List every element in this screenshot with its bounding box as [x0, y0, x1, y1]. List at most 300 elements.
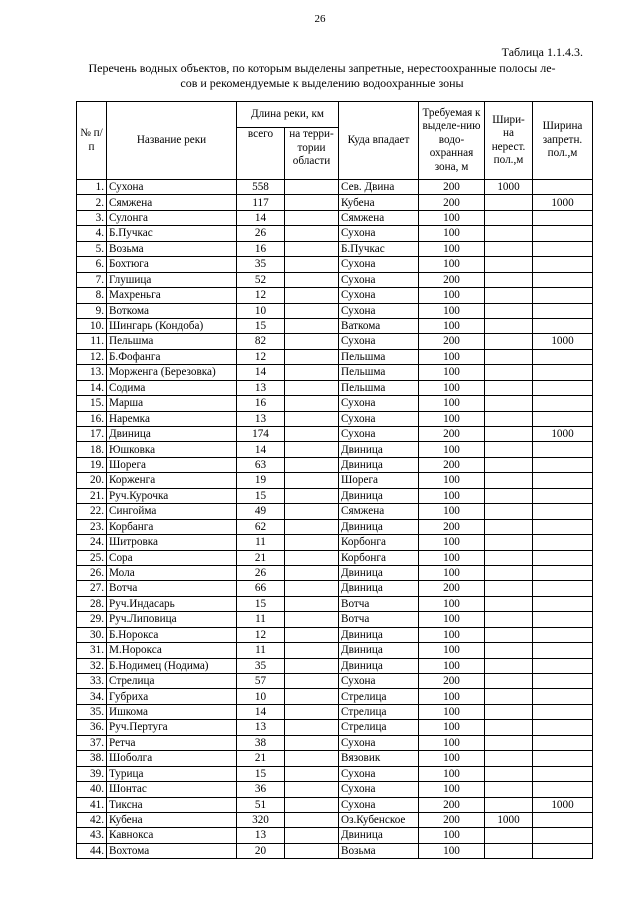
cell-nerest [485, 195, 533, 210]
table-row [77, 488, 593, 503]
cell-zapr [533, 380, 593, 395]
cell-num: 29. [77, 612, 107, 627]
cell-length-region [285, 565, 339, 580]
cell-inflow: Сухона [339, 303, 419, 318]
cell-num: 3. [77, 210, 107, 225]
cell-zapr [533, 257, 593, 272]
cell-length-total: 52 [237, 272, 285, 287]
cell-num: 26. [77, 565, 107, 580]
table-row [77, 504, 593, 519]
cell-length-total: 51 [237, 797, 285, 812]
cell-inflow: Вязовик [339, 751, 419, 766]
cell-length-total: 11 [237, 643, 285, 658]
cell-zone: 100 [419, 565, 485, 580]
cell-length-region [285, 720, 339, 735]
cell-length-region [285, 735, 339, 750]
table-row [77, 303, 593, 318]
cell-length-region [285, 272, 339, 287]
cell-length-total: 82 [237, 334, 285, 349]
cell-inflow: Сямжена [339, 504, 419, 519]
cell-length-region [285, 704, 339, 719]
cell-length-region [285, 365, 339, 380]
cell-zapr [533, 303, 593, 318]
cell-num: 42. [77, 812, 107, 827]
cell-zone: 100 [419, 751, 485, 766]
cell-zapr [533, 735, 593, 750]
cell-zapr [533, 488, 593, 503]
cell-num: 43. [77, 828, 107, 843]
cell-zapr [533, 627, 593, 642]
cell-nerest [485, 658, 533, 673]
cell-zone: 100 [419, 396, 485, 411]
cell-inflow: Двиница [339, 442, 419, 457]
cell-num: 25. [77, 550, 107, 565]
cell-zapr [533, 704, 593, 719]
cell-nerest [485, 226, 533, 241]
cell-length-region [285, 195, 339, 210]
cell-length-total: 15 [237, 488, 285, 503]
cell-length-region [285, 504, 339, 519]
cell-zone: 200 [419, 427, 485, 442]
cell-length-region [285, 349, 339, 364]
cell-num: 34. [77, 689, 107, 704]
cell-zone: 200 [419, 272, 485, 287]
table-row [77, 658, 593, 673]
table-row [77, 411, 593, 426]
cell-zapr [533, 782, 593, 797]
cell-zone: 100 [419, 627, 485, 642]
cell-name: Руч.Пертуга [107, 720, 237, 735]
cell-nerest [485, 581, 533, 596]
cell-inflow: Кубена [339, 195, 419, 210]
cell-name: Турица [107, 766, 237, 781]
cell-num: 7. [77, 272, 107, 287]
cell-zapr [533, 843, 593, 858]
cell-name: Воткома [107, 303, 237, 318]
cell-nerest [485, 519, 533, 534]
cell-num: 4. [77, 226, 107, 241]
cell-zone: 100 [419, 735, 485, 750]
cell-name: Сингойма [107, 504, 237, 519]
cell-inflow: Ваткома [339, 318, 419, 333]
cell-name: Сулонга [107, 210, 237, 225]
cell-length-total: 62 [237, 519, 285, 534]
cell-length-total: 36 [237, 782, 285, 797]
cell-zapr [533, 272, 593, 287]
cell-inflow: Сухона [339, 257, 419, 272]
cell-inflow: Сямжена [339, 210, 419, 225]
cell-num: 28. [77, 596, 107, 611]
cell-inflow: Сухона [339, 797, 419, 812]
cell-zone: 200 [419, 457, 485, 472]
table-row [77, 535, 593, 550]
cell-zone: 200 [419, 812, 485, 827]
cell-name: Б.Нодимец (Нодима) [107, 658, 237, 673]
cell-zapr [533, 643, 593, 658]
cell-num: 9. [77, 303, 107, 318]
cell-name: Корженга [107, 473, 237, 488]
table-row [77, 843, 593, 858]
cell-zapr [533, 535, 593, 550]
table-row [77, 334, 593, 349]
cell-length-region [285, 180, 339, 195]
cell-length-total: 20 [237, 843, 285, 858]
cell-nerest [485, 473, 533, 488]
cell-nerest [485, 334, 533, 349]
cell-zapr [533, 565, 593, 580]
cell-nerest [485, 766, 533, 781]
cell-num: 5. [77, 241, 107, 256]
table-row [77, 797, 593, 812]
cell-length-region [285, 519, 339, 534]
cell-length-region [285, 828, 339, 843]
cell-length-region [285, 411, 339, 426]
cell-name: Шитровка [107, 535, 237, 550]
cell-zone: 100 [419, 473, 485, 488]
cell-length-region [285, 843, 339, 858]
cell-zone: 100 [419, 720, 485, 735]
header-nerest: Шири-на нерест. пол.,м [485, 102, 533, 180]
cell-length-region [285, 812, 339, 827]
cell-name: Тиксна [107, 797, 237, 812]
cell-zone: 200 [419, 519, 485, 534]
cell-inflow: Шорега [339, 473, 419, 488]
cell-name: Шоболга [107, 751, 237, 766]
cell-length-total: 14 [237, 365, 285, 380]
cell-num: 41. [77, 797, 107, 812]
cell-name: Ишкома [107, 704, 237, 719]
cell-num: 37. [77, 735, 107, 750]
cell-name: Возьма [107, 241, 237, 256]
cell-inflow: Двиница [339, 828, 419, 843]
cell-zapr [533, 550, 593, 565]
cell-inflow: Пельшма [339, 365, 419, 380]
cell-length-total: 16 [237, 241, 285, 256]
cell-length-region [285, 797, 339, 812]
cell-inflow: Сухона [339, 782, 419, 797]
cell-nerest [485, 257, 533, 272]
cell-zone: 100 [419, 535, 485, 550]
cell-length-total: 13 [237, 720, 285, 735]
cell-length-total: 26 [237, 226, 285, 241]
cell-num: 30. [77, 627, 107, 642]
cell-zone: 100 [419, 504, 485, 519]
cell-zapr [533, 596, 593, 611]
cell-num: 17. [77, 427, 107, 442]
cell-num: 21. [77, 488, 107, 503]
cell-zone: 200 [419, 674, 485, 689]
cell-nerest [485, 504, 533, 519]
table-row [77, 427, 593, 442]
table-row [77, 257, 593, 272]
cell-zapr [533, 396, 593, 411]
cell-name: Двиница [107, 427, 237, 442]
cell-zone: 100 [419, 442, 485, 457]
cell-num: 35. [77, 704, 107, 719]
cell-zone: 200 [419, 797, 485, 812]
cell-nerest [485, 735, 533, 750]
cell-num: 16. [77, 411, 107, 426]
cell-length-total: 21 [237, 550, 285, 565]
cell-nerest [485, 565, 533, 580]
cell-zone: 100 [419, 257, 485, 272]
cell-num: 15. [77, 396, 107, 411]
cell-nerest [485, 704, 533, 719]
table-row [77, 782, 593, 797]
cell-length-total: 14 [237, 704, 285, 719]
cell-nerest [485, 689, 533, 704]
cell-length-region [285, 535, 339, 550]
cell-num: 32. [77, 658, 107, 673]
cell-length-region [285, 241, 339, 256]
cell-zone: 100 [419, 828, 485, 843]
cell-name: Кавнокса [107, 828, 237, 843]
cell-zapr [533, 658, 593, 673]
title-line-2: сов и рекомендуемые к выделению водоохранные зоны [180, 76, 464, 90]
table-row [77, 272, 593, 287]
cell-length-total: 21 [237, 751, 285, 766]
cell-inflow: Сухона [339, 334, 419, 349]
cell-num: 6. [77, 257, 107, 272]
cell-length-total: 16 [237, 396, 285, 411]
table-row [77, 689, 593, 704]
table-row [77, 596, 593, 611]
table-row [77, 180, 593, 195]
table-row [77, 288, 593, 303]
cell-zone: 100 [419, 241, 485, 256]
cell-zapr [533, 318, 593, 333]
cell-zone: 100 [419, 596, 485, 611]
cell-zone: 100 [419, 766, 485, 781]
cell-length-total: 35 [237, 257, 285, 272]
cell-length-total: 13 [237, 411, 285, 426]
cell-length-region [285, 643, 339, 658]
cell-name: Вохтома [107, 843, 237, 858]
cell-length-region [285, 226, 339, 241]
cell-length-region [285, 612, 339, 627]
cell-nerest [485, 535, 533, 550]
cell-name: Кубена [107, 812, 237, 827]
cell-nerest: 1000 [485, 180, 533, 195]
cell-zone: 100 [419, 210, 485, 225]
cell-inflow: Оз.Кубенское [339, 812, 419, 827]
cell-inflow: Двиница [339, 627, 419, 642]
cell-zapr: 1000 [533, 195, 593, 210]
table-row [77, 704, 593, 719]
cell-nerest [485, 782, 533, 797]
cell-zone: 100 [419, 380, 485, 395]
table-row [77, 519, 593, 534]
cell-length-region [285, 210, 339, 225]
cell-nerest [485, 720, 533, 735]
cell-zone: 100 [419, 550, 485, 565]
cell-num: 12. [77, 349, 107, 364]
cell-length-total: 117 [237, 195, 285, 210]
cell-nerest [485, 396, 533, 411]
cell-inflow: Двиница [339, 643, 419, 658]
cell-length-region [285, 689, 339, 704]
cell-num: 27. [77, 581, 107, 596]
cell-length-total: 11 [237, 535, 285, 550]
cell-length-total: 10 [237, 689, 285, 704]
cell-num: 40. [77, 782, 107, 797]
header-zone: Требуемая к выделе-нию водо-охранная зона, м [419, 102, 485, 180]
cell-inflow: Стрелица [339, 689, 419, 704]
cell-zapr [533, 349, 593, 364]
cell-inflow: Вотча [339, 612, 419, 627]
cell-length-total: 320 [237, 812, 285, 827]
cell-num: 22. [77, 504, 107, 519]
cell-zone: 100 [419, 303, 485, 318]
cell-length-total: 14 [237, 442, 285, 457]
cell-num: 1. [77, 180, 107, 195]
cell-nerest [485, 210, 533, 225]
table-row [77, 396, 593, 411]
table-row [77, 380, 593, 395]
cell-name: Б.Фофанга [107, 349, 237, 364]
cell-nerest [485, 349, 533, 364]
cell-zone: 100 [419, 658, 485, 673]
cell-inflow: Корбонга [339, 550, 419, 565]
cell-inflow: Двиница [339, 658, 419, 673]
cell-name: Шорега [107, 457, 237, 472]
cell-inflow: Сев. Двина [339, 180, 419, 195]
cell-name: Марша [107, 396, 237, 411]
table-body [77, 180, 593, 859]
cell-num: 24. [77, 535, 107, 550]
table-row [77, 766, 593, 781]
table-row [77, 550, 593, 565]
cell-zone: 100 [419, 643, 485, 658]
table-row [77, 581, 593, 596]
cell-length-region [285, 658, 339, 673]
cell-inflow: Сухона [339, 735, 419, 750]
cell-name: Ретча [107, 735, 237, 750]
table-row [77, 643, 593, 658]
cell-zapr: 1000 [533, 334, 593, 349]
cell-name: Вотча [107, 581, 237, 596]
cell-num: 23. [77, 519, 107, 534]
cell-zone: 100 [419, 365, 485, 380]
cell-zapr [533, 210, 593, 225]
cell-name: Морженга (Березовка) [107, 365, 237, 380]
cell-length-total: 66 [237, 581, 285, 596]
cell-inflow: Двиница [339, 488, 419, 503]
cell-zapr [533, 473, 593, 488]
cell-num: 20. [77, 473, 107, 488]
cell-length-total: 10 [237, 303, 285, 318]
table-row [77, 226, 593, 241]
cell-name: Губриха [107, 689, 237, 704]
cell-zapr [533, 612, 593, 627]
table-row [77, 612, 593, 627]
cell-length-total: 12 [237, 349, 285, 364]
cell-name: Глушица [107, 272, 237, 287]
cell-num: 18. [77, 442, 107, 457]
table-row [77, 442, 593, 457]
cell-length-total: 57 [237, 674, 285, 689]
cell-length-region [285, 766, 339, 781]
cell-nerest [485, 797, 533, 812]
cell-nerest [485, 380, 533, 395]
table-row [77, 349, 593, 364]
cell-inflow: Двиница [339, 519, 419, 534]
cell-zapr [533, 519, 593, 534]
cell-num: 10. [77, 318, 107, 333]
cell-nerest [485, 288, 533, 303]
cell-zone: 100 [419, 782, 485, 797]
cell-inflow: Двиница [339, 565, 419, 580]
cell-zapr [533, 226, 593, 241]
cell-name: Руч.Липовица [107, 612, 237, 627]
cell-inflow: Вотча [339, 596, 419, 611]
cell-name: Наремка [107, 411, 237, 426]
cell-zapr [533, 720, 593, 735]
table-row [77, 318, 593, 333]
cell-inflow: Двиница [339, 581, 419, 596]
cell-length-region [285, 751, 339, 766]
title-line-1: Перечень водных объектов, по которым выделены запретные, нерестоохранные полосы ле- [88, 61, 556, 75]
cell-nerest [485, 303, 533, 318]
cell-length-total: 12 [237, 627, 285, 642]
cell-inflow: Пельшма [339, 349, 419, 364]
header-name: Название реки [107, 102, 237, 180]
cell-zapr [533, 812, 593, 827]
cell-zapr [533, 365, 593, 380]
header-length-group: Длина реки, км [237, 102, 339, 128]
cell-length-total: 558 [237, 180, 285, 195]
cell-inflow: Б.Пучкас [339, 241, 419, 256]
cell-inflow: Сухона [339, 411, 419, 426]
cell-name: Мола [107, 565, 237, 580]
cell-zone: 100 [419, 843, 485, 858]
cell-num: 11. [77, 334, 107, 349]
cell-zapr: 1000 [533, 427, 593, 442]
cell-length-region [285, 427, 339, 442]
cell-length-total: 13 [237, 380, 285, 395]
cell-name: Юшковка [107, 442, 237, 457]
cell-name: Шингарь (Кондоба) [107, 318, 237, 333]
cell-length-region [285, 380, 339, 395]
cell-inflow: Стрелица [339, 704, 419, 719]
cell-length-region [285, 782, 339, 797]
cell-nerest [485, 843, 533, 858]
cell-name: М.Норокса [107, 643, 237, 658]
cell-length-total: 11 [237, 612, 285, 627]
cell-length-region [285, 457, 339, 472]
cell-length-total: 26 [237, 565, 285, 580]
cell-num: 44. [77, 843, 107, 858]
cell-zone: 100 [419, 226, 485, 241]
cell-zapr [533, 241, 593, 256]
cell-nerest [485, 318, 533, 333]
cell-length-total: 15 [237, 596, 285, 611]
cell-zapr [533, 411, 593, 426]
cell-nerest [485, 272, 533, 287]
cell-length-region [285, 674, 339, 689]
cell-length-region [285, 488, 339, 503]
cell-length-total: 38 [237, 735, 285, 750]
cell-nerest [485, 751, 533, 766]
cell-nerest [485, 241, 533, 256]
cell-zone: 200 [419, 180, 485, 195]
cell-nerest [485, 550, 533, 565]
cell-name: Сора [107, 550, 237, 565]
table-row [77, 565, 593, 580]
cell-nerest [485, 411, 533, 426]
rivers-table [76, 101, 593, 859]
cell-inflow: Сухона [339, 396, 419, 411]
